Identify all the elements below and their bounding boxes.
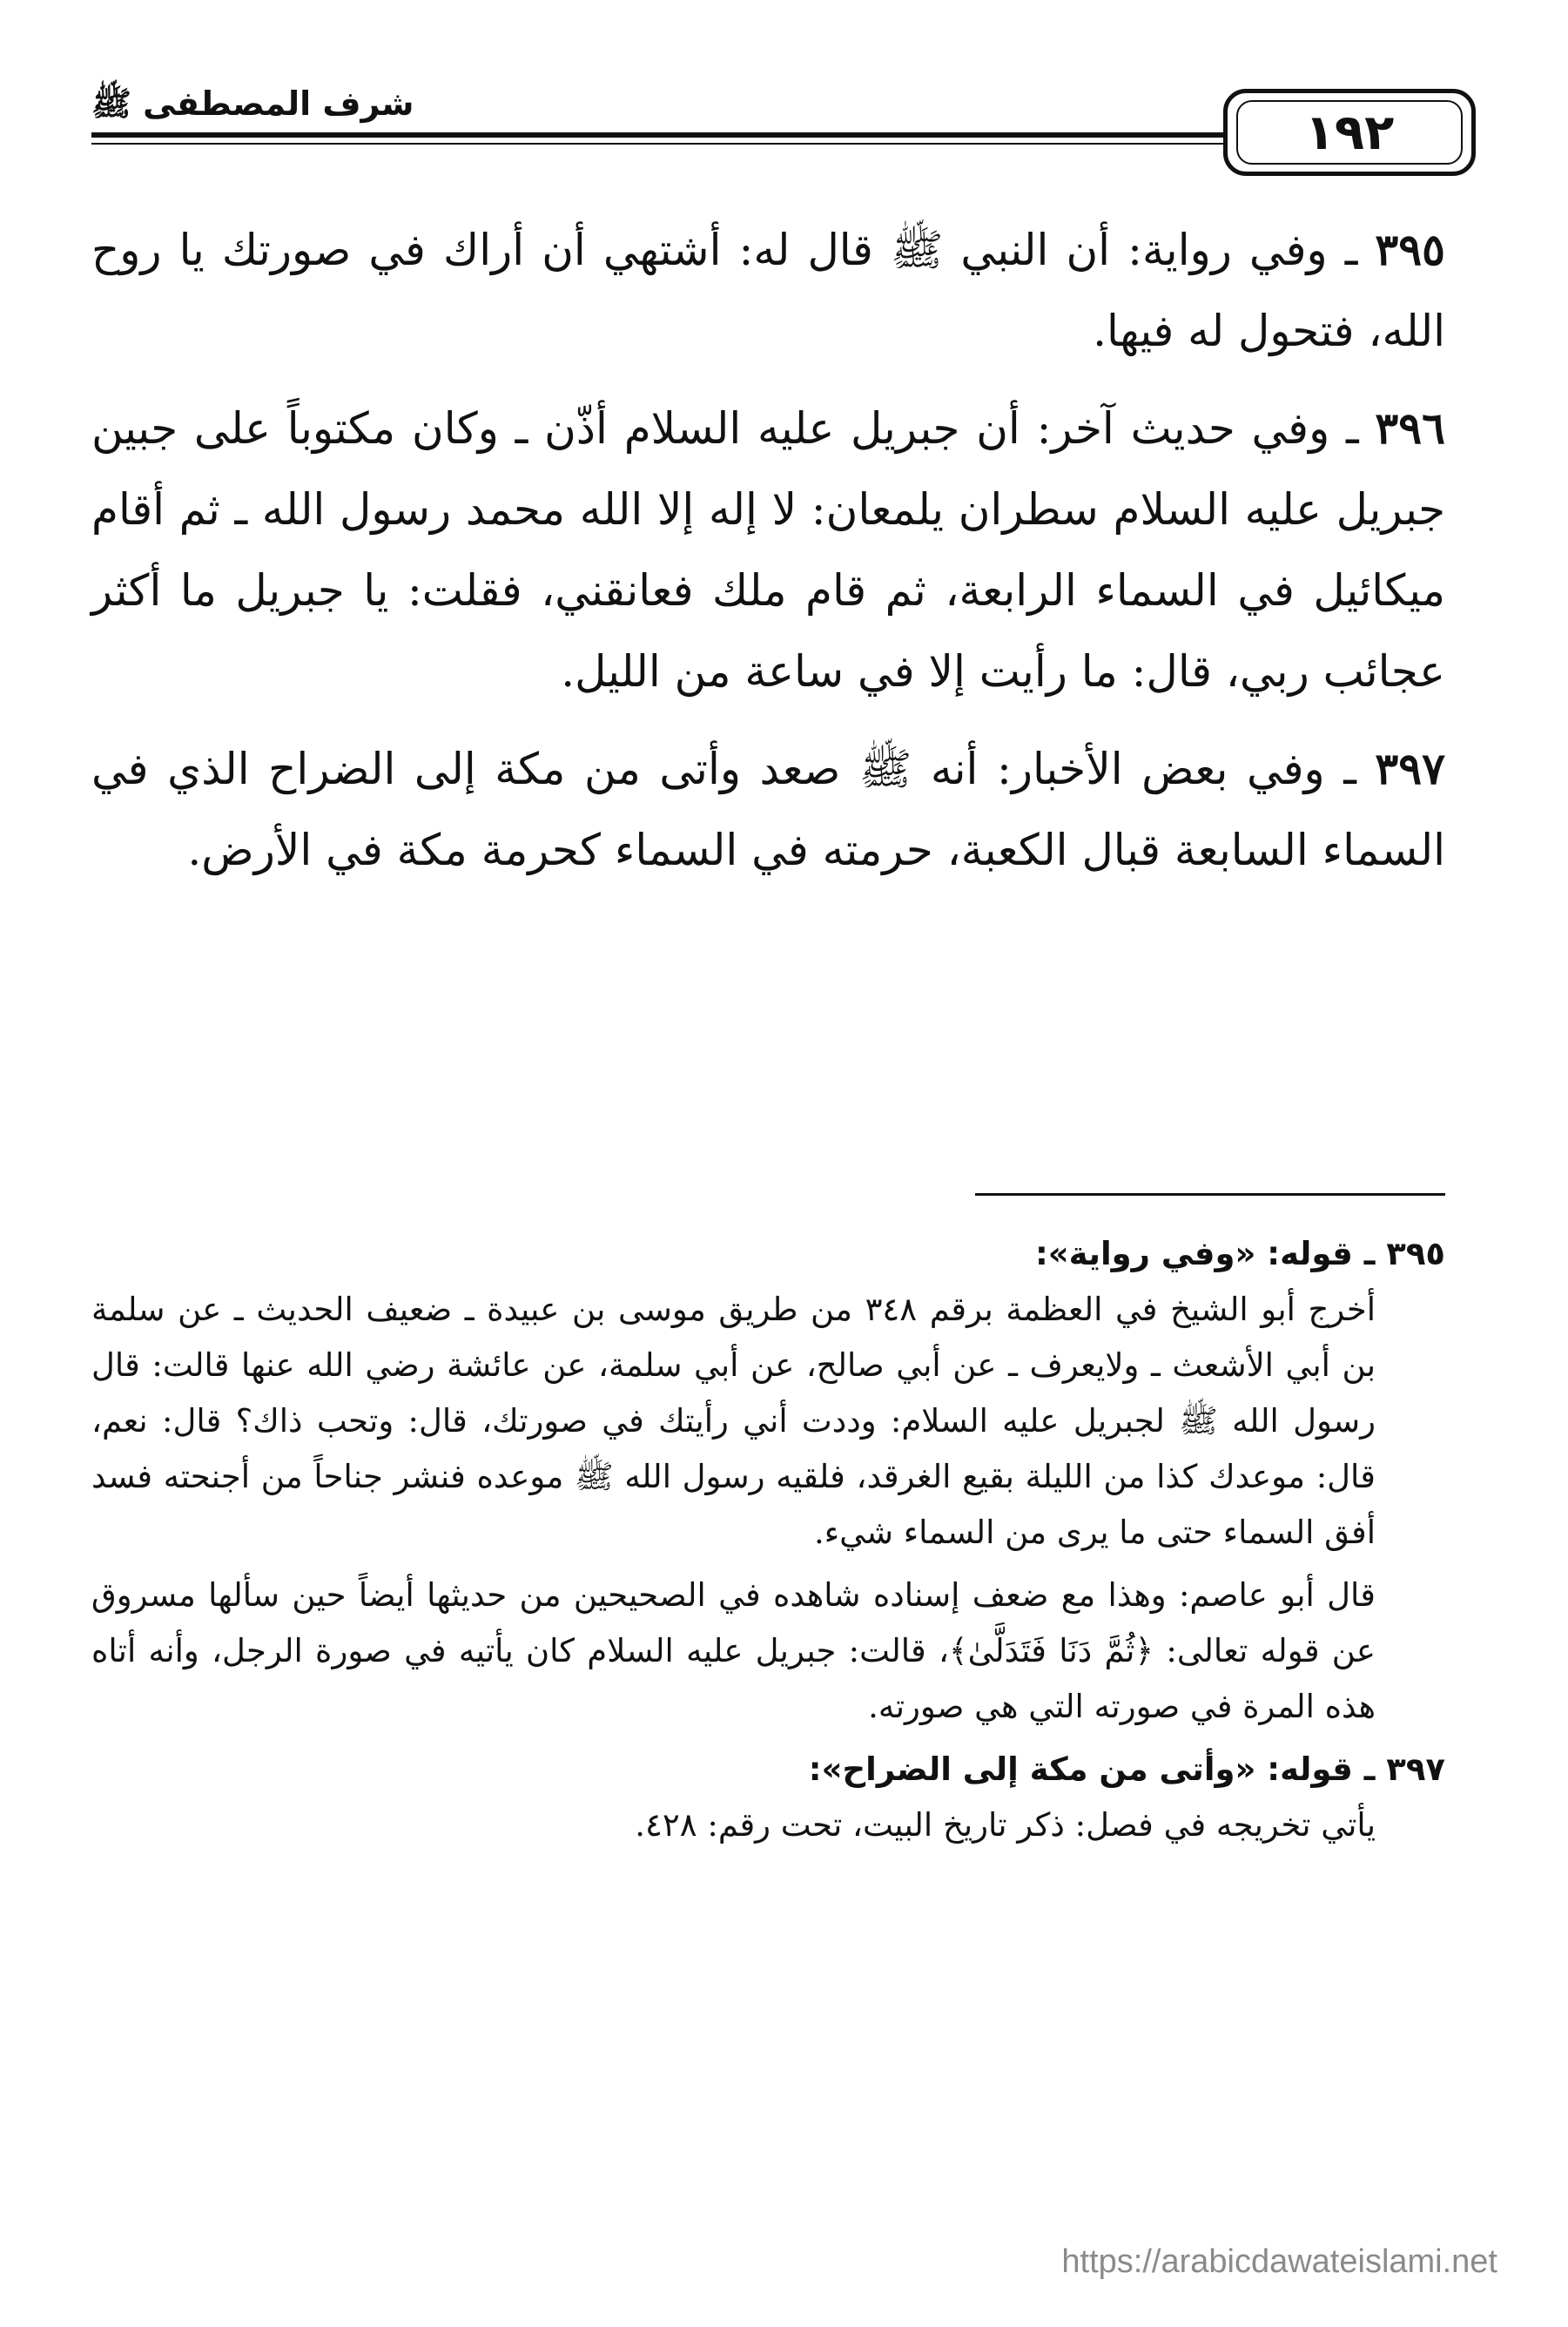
paragraph-text: ـ وفي رواية: أن النبي ﷺ قال له: أشتهي أن أراك في صورتك يا روح الله، فتحول له فيها. (91, 225, 1445, 356)
watermark-url: https://arabicdawateislami.net (1061, 2243, 1497, 2280)
paragraph-text: ـ وفي بعض الأخبار: أنه ﷺ صعد وأتى من مكة إلى الضراح الذي في السماء السابعة قبال الكعبة، حرمته في السماء كحرمة مكة في الأرض. (91, 744, 1445, 875)
book-title: شرف المصطفى ﷺ (91, 84, 414, 123)
paragraph-395 (91, 209, 1445, 372)
footnote-paragraph: يأتي تخريجه في فصل: ذكر تاريخ البيت، تحت رقم: ٤٢٨. (635, 1806, 1376, 1844)
paragraph-text: ـ وفي حديث آخر: أن جبريل عليه السلام أذّن ـ وكان مكتوباً على جبين جبريل عليه السلام سطران يلمعان: لا إله إلا الله محمد رسول الله ـ ثم أقام ميكائيل في السماء الرابعة، ثم قام ملك فعانقني، فقلت: يا جبريل ما أكثر عجائب ربي، قال: ما رأيت إلا في ساعة من الليل. (91, 403, 1445, 697)
main-text (91, 209, 1445, 907)
footnotes (91, 1226, 1445, 1860)
page-number-frame (1223, 89, 1476, 176)
paragraph-number: ٣٩٧ (1375, 743, 1445, 794)
footnote-paragraph: قال أبو عاصم: وهذا مع ضعف إسناده شاهده في الصحيحين من حديثها أيضاً حين سألها مسروق عن قوله تعالى: ﴿ثُمَّ دَنَا فَتَدَلَّىٰ﴾، قالت: جبريل عليه السلام كان يأتيه في صورة الرجل، وأنه أتاه هذه المرة في صورته التي هي صورته. (91, 1576, 1376, 1725)
footnote-separator (975, 1193, 1445, 1196)
page-header (91, 80, 1450, 159)
paragraph-number: ٣٩٦ (1375, 402, 1445, 454)
footnote-heading-397: ٣٩٧ ـ قوله: «وأتى من مكة إلى الضراح»: (808, 1750, 1445, 1788)
paragraph-number: ٣٩٥ (1375, 224, 1445, 275)
paragraph-396 (91, 388, 1445, 712)
footnote-paragraph: أخرج أبو الشيخ في العظمة برقم ٣٤٨ من طريق موسى بن عبيدة ـ ضعيف الحديث ـ عن سلمة بن أبي الأشعث ـ ولايعرف ـ عن أبي صالح، عن أبي سلمة، عن عائشة رضي الله عنها قالت: قال رسول الله ﷺ لجبريل عليه السلام: وددت أني رأيتك في صورتك، قال: وتحب ذاك؟ قال: نعم، قال: موعدك كذا من الليلة بقيع الغرقد، فلقيه رسول الله ﷺ موعده فنشر جناحاً من أجنحته فسد أفق السماء حتى ما يرى من السماء شيء. (91, 1291, 1376, 1551)
paragraph-397 (91, 728, 1445, 891)
page-number: ١٩٢ (1304, 104, 1395, 161)
footnote-heading-395: ٣٩٥ ـ قوله: «وفي رواية»: (1034, 1235, 1445, 1272)
